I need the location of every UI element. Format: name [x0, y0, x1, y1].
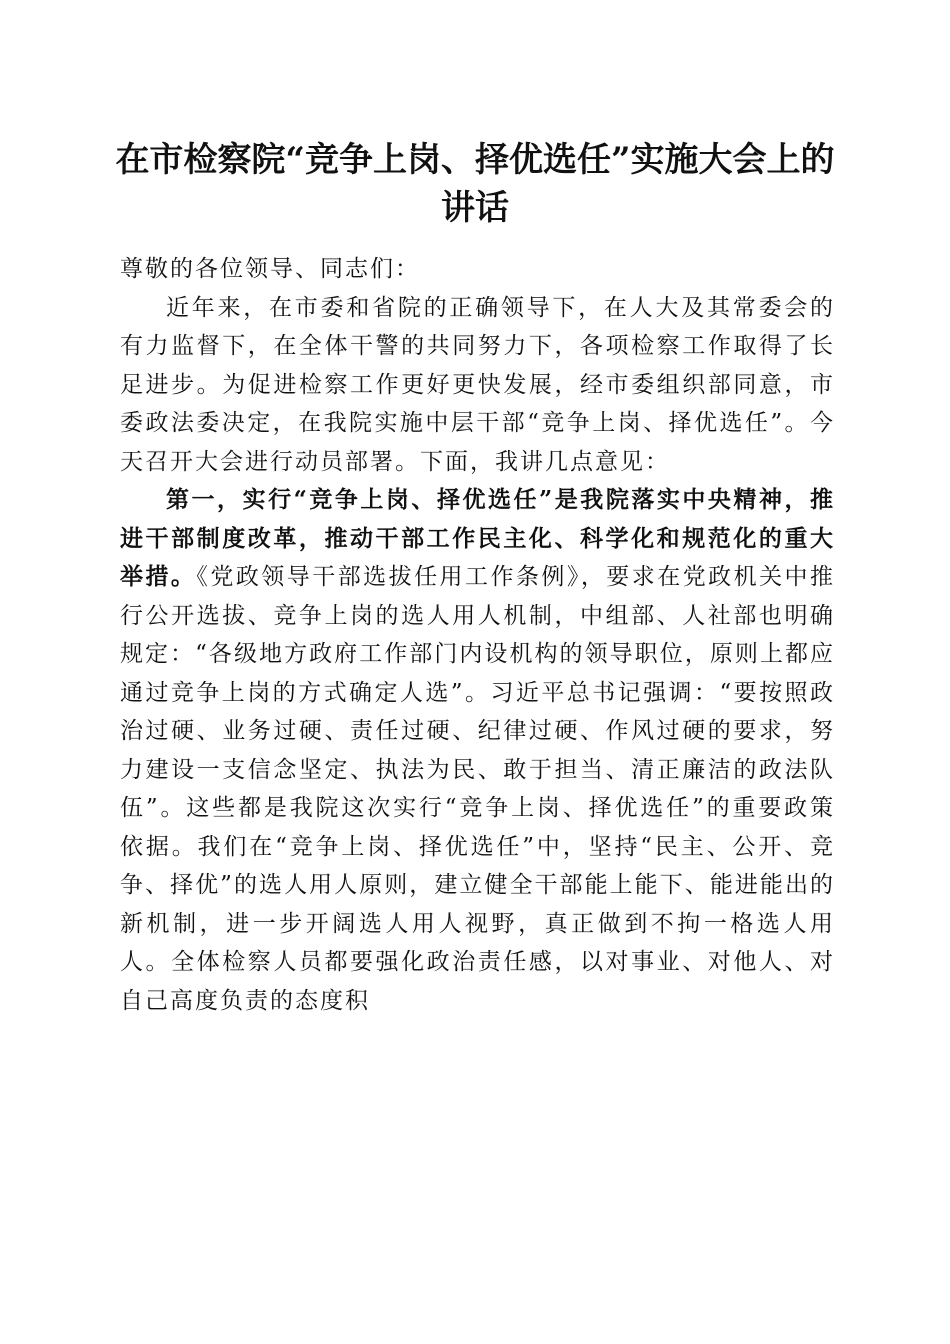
- document-title: 在市检察院“竞争上岗、择优选任”实施大会上的讲话: [115, 140, 835, 228]
- first-point-text: 《党政领导干部选拔任用工作条例》，要求在党政机关中推行公开选拔、竞争上岗的选人用人机制，中组部、人社部也明确规定：“各级地方政府工作部门内设机构的领导职位，原则上都应通过竞争上岗的方式确定人选”。习近平总书记强调：“要按照政治过硬、业务过硬、责任过硬、纪律过硬、作风过硬的要求，努力建设一支信念坚定、执法为民、敢于担当、清正廉洁的政法队伍”。这些都是我院这次实行“竞争上岗、择优选任”的重要政策依据。我们在“竞争上岗、择优选任”中，坚持“民主、公开、竞争、择优”的选人用人原则，建立健全干部能上能下、能进能出的新机制，进一步开阔选人用人视野，真正做到不拘一格选人用人。全体检察人员都要强化政治责任感，以对事业、对他人、对自己高度负责的态度积: [120, 564, 836, 1014]
- salutation: 尊敬的各位领导、同志们：: [120, 256, 420, 282]
- first-point-heading: 第一，实行“竞争上岗、择优选任”是我院落实中央精神，推进干部制度改革，推动干部工作民主化、科学化和规范化的重大举措。: [120, 486, 835, 590]
- paragraph-intro: 近年来，在市委和省院的正确领导下，在人大及其常委会的有力监督下，在全体干警的共同努力下，各项检察工作取得了长足进步。为促进检察工作更好更快发展，经市委组织部同意，市委政法委决定，在我院实施中层干部“竞争上岗、择优选任”。今天召开大会进行动员部署。下面，我讲几点意见：: [120, 294, 835, 475]
- paragraph-first-point: [120, 481, 835, 1020]
- document-body: [120, 250, 835, 1020]
